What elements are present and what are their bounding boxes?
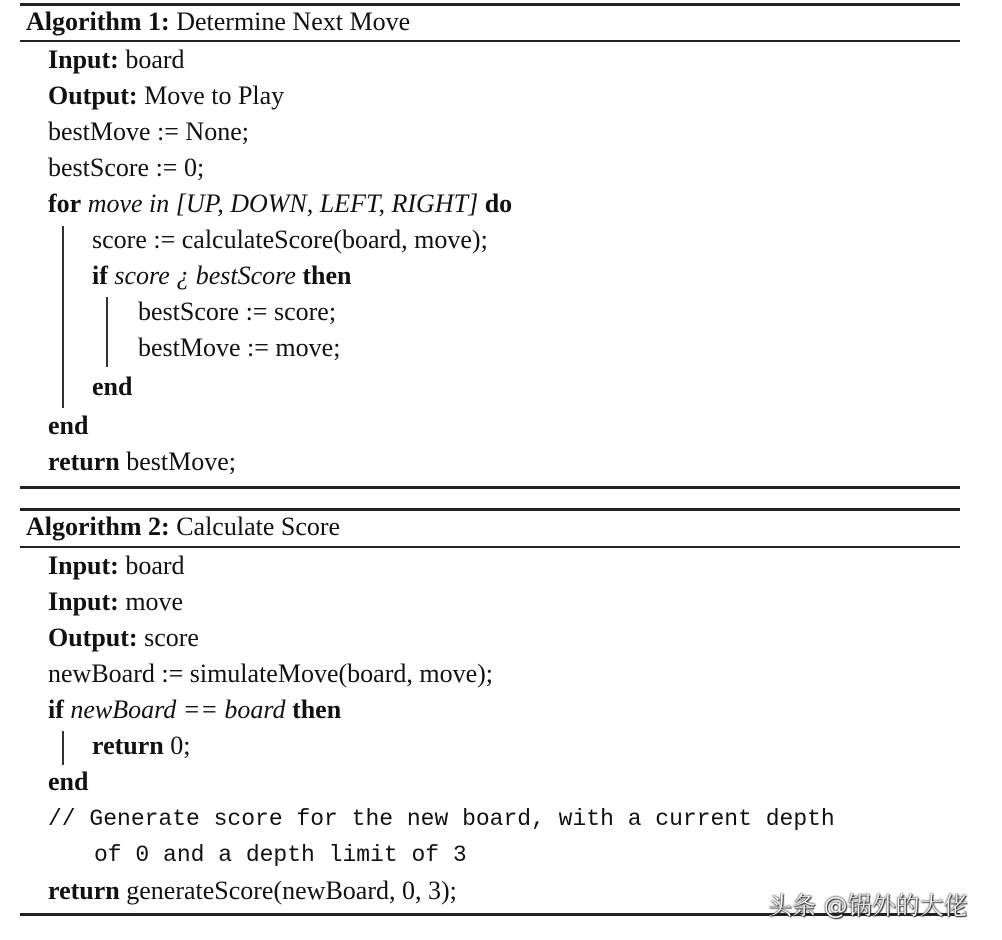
algo1-caption — [26, 4, 410, 40]
algo2-comment-line2: of 0 and a depth limit of 3 — [94, 842, 467, 868]
watermark: 头条 @锅外的大佬 — [768, 892, 968, 920]
algo2-input-board: Input: board — [48, 551, 185, 580]
algo1-end-outer: end — [48, 411, 89, 440]
algo1-end-inner: end — [92, 372, 133, 401]
algo1-if-line: if score ¿ bestScore then — [92, 261, 352, 290]
algo2-input-move: Input: move — [48, 587, 184, 616]
algo1-line-bestscore-init: bestScore := 0; — [48, 153, 205, 182]
algo1-input: Input: board — [48, 45, 185, 74]
algo2-line-newboard: newBoard := simulateMove(board, move); — [48, 659, 493, 688]
algo2-if-line: if newBoard == board then — [48, 695, 342, 724]
algo1-title: Determine Next Move — [176, 7, 411, 36]
algo1-return: return bestMove; — [48, 447, 236, 476]
algo2-label: Algorithm 2: — [26, 512, 170, 541]
algo1-bottom-rule — [20, 486, 960, 489]
algo2-output: Output: score — [48, 623, 199, 652]
algo1-label: Algorithm 1: — [26, 7, 170, 36]
algo1-if-block-line — [106, 297, 108, 367]
algo2-comment-line1: // Generate score for the new board, with a current depth — [48, 806, 835, 832]
algo2-title: Calculate Score — [176, 512, 341, 541]
algo1-line-score: score := calculateScore(board, move); — [92, 225, 488, 254]
algo2-caption — [26, 509, 340, 545]
algo2-return: return generateScore(newBoard, 0, 3); — [48, 876, 457, 905]
algo1-for-line: for move in [UP, DOWN, LEFT, RIGHT] do — [48, 189, 513, 218]
algo2-end: end — [48, 767, 89, 796]
algo2-inner-return: return 0; — [92, 731, 191, 760]
algo1-line-bestmove-init: bestMove := None; — [48, 117, 249, 146]
algo1-for-block-line — [62, 226, 64, 408]
algo2-if-block-line — [62, 731, 64, 765]
algo1-line-bestscore-assign: bestScore := score; — [138, 297, 337, 326]
algo1-output: Output: Move to Play — [48, 81, 285, 110]
algo1-line-bestmove-assign: bestMove := move; — [138, 333, 341, 362]
